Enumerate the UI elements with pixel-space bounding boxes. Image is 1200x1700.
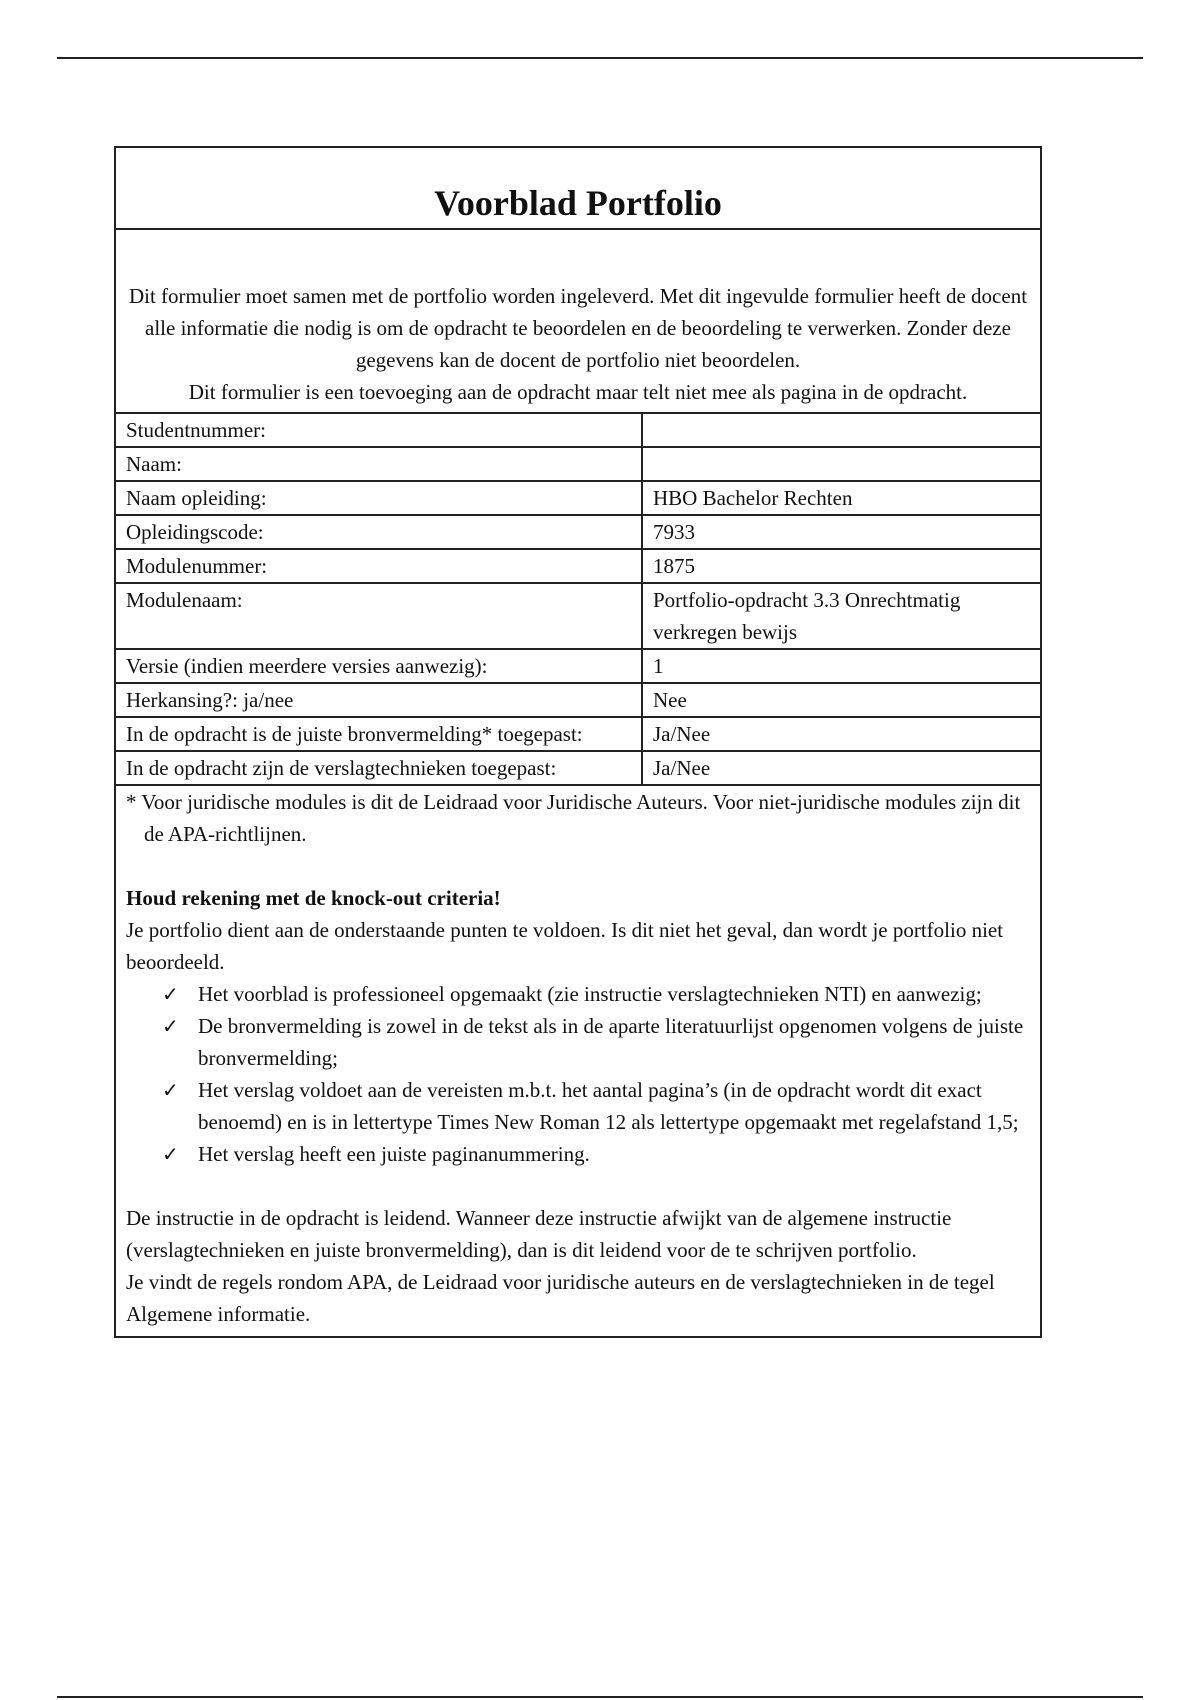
field-value-verslagtechnieken[interactable]: Ja/Nee <box>642 751 1040 784</box>
header-rule <box>57 57 1143 59</box>
notes-section <box>116 784 1040 1336</box>
field-label-versie: Versie (indien meerdere versies aanwezig): <box>116 649 642 683</box>
fields-table <box>116 412 1040 784</box>
field-value-modulenaam[interactable]: Portfolio-opdracht 3.3 Onrechtmatig verkregen bewijs <box>642 583 1040 649</box>
closing-paragraph: De instructie in de opdracht is leidend. Wanneer deze instructie afwijkt van de algemene instructie (verslagtechnieken en juiste bronvermelding), dan is dit leidend voor de te schrijven portfolio. <box>126 1206 952 1262</box>
footer-rule <box>57 1696 1143 1698</box>
list-item <box>162 1010 1030 1074</box>
cover-form <box>114 146 1042 1338</box>
intro-paragraph: Dit formulier moet samen met de portfolio worden ingeleverd. Met dit ingevulde formulier heeft de docent alle informatie die nodig is om de opdracht te beoordelen en de beoordeling te verwerken. Zonder deze gegevens kan de docent de portfolio niet beoordelen. <box>128 284 1028 372</box>
intro-paragraph: Dit formulier is een toevoeging aan de opdracht maar telt niet mee als pagina in de opdracht. <box>188 380 968 404</box>
table-row <box>116 515 1040 549</box>
checkmark-icon: ✓ <box>162 1014 179 1038</box>
checkmark-icon: ✓ <box>162 1142 179 1166</box>
field-label-naam-opleiding: Naam opleiding: <box>116 481 642 515</box>
checkmark-icon: ✓ <box>162 1078 179 1102</box>
list-item-text: Het verslag heeft een juiste paginanummering. <box>198 1142 590 1166</box>
table-row <box>116 649 1040 683</box>
list-item-text: Het verslag voldoet aan de vereisten m.b.t. het aantal pagina’s (in de opdracht wordt dit exact benoemd) en is in lettertype Times New Roman 12 als lettertype opgemaakt met regelafstand 1,5; <box>198 1078 1019 1134</box>
field-value-opleidingscode[interactable]: 7933 <box>642 515 1040 549</box>
table-row <box>116 717 1040 751</box>
table-row <box>116 447 1040 481</box>
spacer <box>126 1170 1030 1202</box>
field-label-bronvermelding: In de opdracht is de juiste bronvermelding* toegepast: <box>116 717 642 751</box>
list-item <box>162 978 1030 1010</box>
field-label-herkansing: Herkansing?: ja/nee <box>116 683 642 717</box>
field-label-modulenummer: Modulenummer: <box>116 549 642 583</box>
field-value-naam-opleiding[interactable]: HBO Bachelor Rechten <box>642 481 1040 515</box>
field-label-opleidingscode: Opleidingscode: <box>116 515 642 549</box>
list-item-text: De bronvermelding is zowel in de tekst als in de aparte literatuurlijst opgenomen volgens de juiste bronvermelding; <box>198 1014 1024 1070</box>
list-item <box>162 1074 1030 1138</box>
table-row <box>116 481 1040 515</box>
field-value-herkansing[interactable]: Nee <box>642 683 1040 717</box>
list-item-text: Het voorblad is professioneel opgemaakt (zie instructie verslagtechnieken NTI) en aanwezig; <box>198 982 982 1006</box>
checkmark-icon: ✓ <box>162 982 179 1006</box>
field-value-naam[interactable] <box>642 447 1040 481</box>
field-label-verslagtechnieken: In de opdracht zijn de verslagtechnieken toegepast: <box>116 751 642 784</box>
field-label-modulenaam: Modulenaam: <box>116 583 642 649</box>
field-label-studentnummer: Studentnummer: <box>116 413 642 447</box>
field-value-bronvermelding[interactable]: Ja/Nee <box>642 717 1040 751</box>
title-cell <box>116 148 1040 230</box>
spacer <box>126 850 1030 882</box>
table-row <box>116 549 1040 583</box>
table-row <box>116 683 1040 717</box>
field-value-versie[interactable]: 1 <box>642 649 1040 683</box>
table-row <box>116 583 1040 649</box>
knockout-heading: Houd rekening met de knock-out criteria! <box>126 886 501 910</box>
footnote: * Voor juridische modules is dit de Leidraad voor Juridische Auteurs. Voor niet-juridische modules zijn dit de APA-richtlijnen. <box>126 790 1021 846</box>
list-item <box>162 1138 1030 1170</box>
page-title: Voorblad Portfolio <box>434 183 722 224</box>
table-row <box>116 413 1040 447</box>
field-value-modulenummer[interactable]: 1875 <box>642 549 1040 583</box>
knockout-list <box>126 978 1030 1170</box>
table-row <box>116 751 1040 784</box>
field-value-studentnummer[interactable] <box>642 413 1040 447</box>
knockout-lead: Je portfolio dient aan de onderstaande punten te voldoen. Is dit niet het geval, dan wordt je portfolio niet beoordeeld. <box>126 918 1004 974</box>
field-label-naam: Naam: <box>116 447 642 481</box>
closing-paragraph: Je vindt de regels rondom APA, de Leidraad voor juridische auteurs en de verslagtechnieken in de tegel Algemene informatie. <box>126 1270 995 1326</box>
intro-text <box>116 230 1040 412</box>
